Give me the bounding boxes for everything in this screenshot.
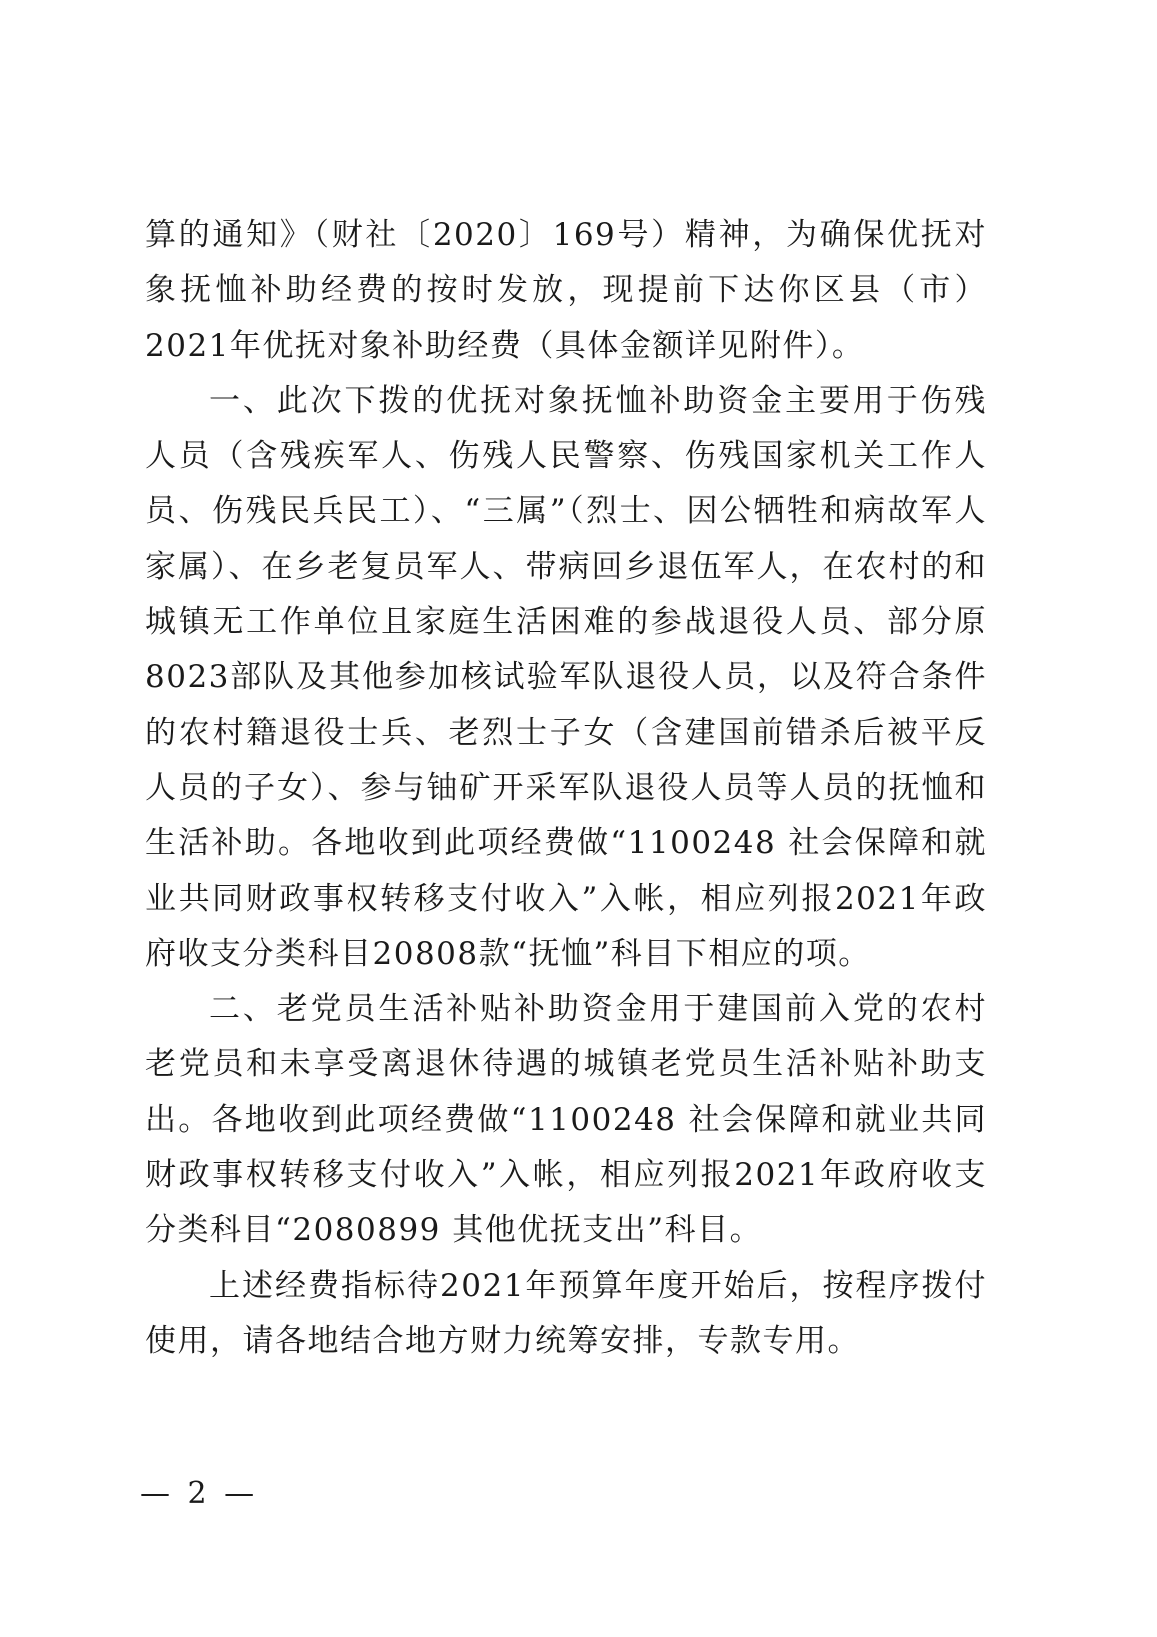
paragraph-item-two: 二、老党员生活补贴补助资金用于建国前入党的农村老党员和未享受离退休待遇的城镇老党员生活补贴补助支出。各地收到此项经费做“1100248 社会保障和就业共同财政事权转移支付收入”入帐，相应列报2021年政府收支分类科目“2080899 其他优抚支出”科目。 [145,991,987,1249]
document-body [145,208,987,1369]
paragraph-item-one: 一、此次下拨的优抚对象抚恤补助资金主要用于伤残人员（含残疾军人、伤残人民警察、伤残国家机关工作人员、伤残民兵民工）、“三属”（烈士、因公牺牲和病故军人家属）、在乡老复员军人、带病回乡退伍军人，在农村的和城镇无工作单位且家庭生活困难的参战退役人员、部分原8023部队及其他参加核试验军队退役人员，以及符合条件的农村籍退役士兵、老烈士子女（含建国前错杀后被平反人员的子女）、参与铀矿开采军队退役人员等人员的抚恤和生活补助。各地收到此项经费做“1100248 社会保障和就业共同财政事权转移支付收入”入帐，相应列报2021年政府收支分类科目20808款“抚恤”科目下相应的项。 [145,382,987,972]
paragraph-continuation: 算的通知》（财社〔2020〕169号）精神，为确保优抚对象抚恤补助经费的按时发放，现提前下达你区县（市）2021年优抚对象补助经费（具体金额详见附件）。 [145,217,987,364]
page-number: — 2 — [140,1476,259,1511]
paragraph-closing: 上述经费指标待2021年预算年度开始后，按程序拨付使用，请各地结合地方财力统筹安排，专款专用。 [145,1267,987,1359]
